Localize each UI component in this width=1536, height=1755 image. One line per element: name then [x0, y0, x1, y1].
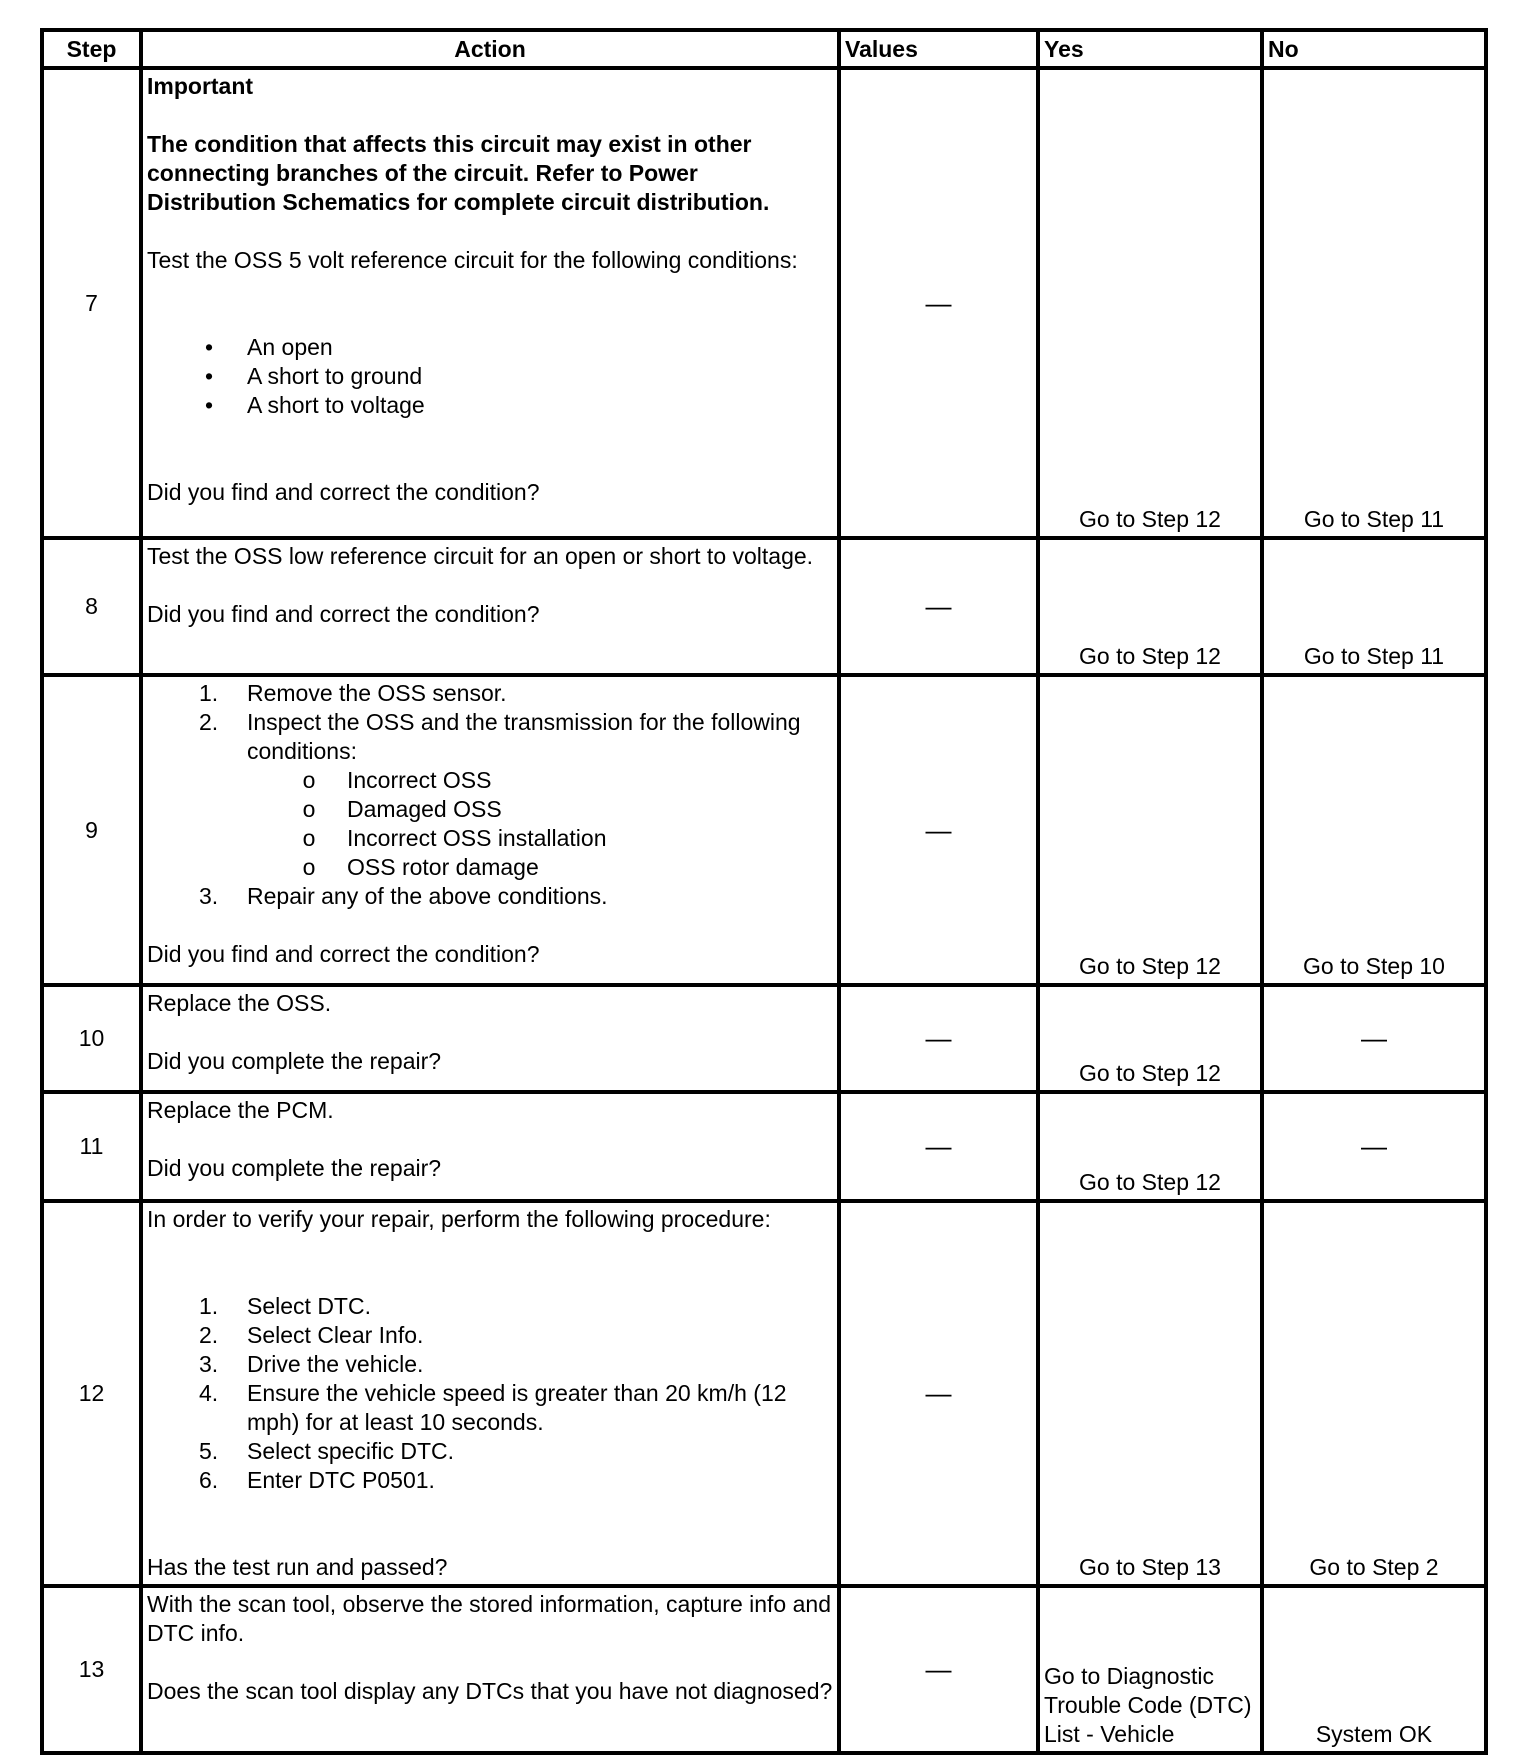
procedure-list	[147, 1292, 833, 1495]
yes-cell: Go to Diagnostic Trouble Code (DTC) List - Vehicle	[1038, 1586, 1262, 1753]
list-item: • A short to voltage	[147, 391, 833, 420]
no-cell: —	[1262, 1092, 1486, 1201]
action-intro: Replace the OSS.	[147, 990, 332, 1016]
bullet-icon: •	[204, 363, 214, 389]
no-cell: Go to Step 10	[1262, 675, 1486, 985]
values-cell: —	[839, 985, 1038, 1092]
action-question: Has the test run and passed?	[147, 1554, 448, 1580]
step-number: 11	[42, 1092, 141, 1201]
action-question: Did you find and correct the condition?	[147, 941, 540, 967]
yes-cell: Go to Step 12	[1038, 675, 1262, 985]
circle-bullet-icon: o	[302, 854, 316, 880]
list-item: 2. Select Clear Info.	[199, 1322, 424, 1348]
action-question: Did you find and correct the condition?	[147, 601, 540, 627]
important-note: The condition that affects this circuit may exist in other connecting branches of the circuit. Refer to Power Distribution Schematics for complete circuit distribution.	[147, 131, 770, 215]
bullet-icon: •	[204, 392, 214, 418]
circle-bullet-icon: o	[302, 767, 316, 793]
list-item: 1. Select DTC.	[199, 1293, 371, 1319]
list-item: 4. Ensure the vehicle speed is greater than 20 km/h (12 mph) for at least 10 seconds.	[199, 1380, 787, 1435]
step-number: 13	[42, 1586, 141, 1753]
action-question: Did you complete the repair?	[147, 1048, 442, 1074]
yes-cell: Go to Step 12	[1038, 1092, 1262, 1201]
no-cell: System OK	[1262, 1586, 1486, 1753]
action-intro: Replace the PCM.	[147, 1097, 334, 1123]
yes-cell: Go to Step 12	[1038, 538, 1262, 675]
table-row-step-12	[42, 1201, 1486, 1586]
no-cell: Go to Step 11	[1262, 538, 1486, 675]
values-cell: —	[839, 675, 1038, 985]
action-cell	[141, 985, 839, 1092]
list-item: o Incorrect OSS	[247, 766, 833, 795]
step-number: 12	[42, 1201, 141, 1586]
action-cell	[141, 1201, 839, 1586]
header-action: Action	[141, 30, 839, 68]
circle-bullet-icon: o	[302, 796, 316, 822]
list-item: o OSS rotor damage	[247, 853, 833, 882]
table-row-step-11	[42, 1092, 1486, 1201]
bullet-icon: •	[204, 334, 214, 360]
table-row-step-9	[42, 675, 1486, 985]
list-item: 3. Drive the vehicle.	[199, 1351, 424, 1377]
list-item: 6. Enter DTC P0501.	[199, 1467, 435, 1493]
action-question: Does the scan tool display any DTCs that you have not diagnosed?	[147, 1678, 833, 1704]
action-cell	[141, 68, 839, 538]
important-label: Important	[147, 73, 254, 99]
list-item: 5. Select specific DTC.	[199, 1438, 455, 1464]
table-row-step-7	[42, 68, 1486, 538]
action-question: Did you complete the repair?	[147, 1155, 442, 1181]
values-cell: —	[839, 1201, 1038, 1586]
values-cell: —	[839, 538, 1038, 675]
table-row-step-13	[42, 1586, 1486, 1753]
yes-cell: Go to Step 12	[1038, 68, 1262, 538]
action-cell	[141, 1092, 839, 1201]
condition-list	[147, 333, 833, 420]
values-cell: —	[839, 1586, 1038, 1753]
values-cell: —	[839, 1092, 1038, 1201]
action-cell	[141, 1586, 839, 1753]
circle-bullet-icon: o	[302, 825, 316, 851]
header-row	[42, 30, 1486, 68]
no-cell: Go to Step 11	[1262, 68, 1486, 538]
list-item: o Incorrect OSS installation	[247, 824, 833, 853]
list-item: • An open	[147, 333, 833, 362]
list-item: 1. Remove the OSS sensor.	[199, 680, 507, 706]
list-item: 3. Repair any of the above conditions.	[199, 883, 608, 909]
list-item: 2. Inspect the OSS and the transmission for the following conditions: o Incorrect OSS o Damaged OSS o Incorrect OSS installation o OSS rotor damage	[147, 708, 833, 882]
step-number: 10	[42, 985, 141, 1092]
header-yes: Yes	[1038, 30, 1262, 68]
table-row-step-10	[42, 985, 1486, 1092]
action-cell	[141, 538, 839, 675]
action-cell	[141, 675, 839, 985]
step-number: 9	[42, 675, 141, 985]
header-step: Step	[42, 30, 141, 68]
action-intro: Test the OSS 5 volt reference circuit for the following conditions:	[147, 247, 798, 273]
header-no: No	[1262, 30, 1486, 68]
step-number: 8	[42, 538, 141, 675]
action-intro: In order to verify your repair, perform the following procedure:	[147, 1206, 771, 1232]
action-intro: With the scan tool, observe the stored information, capture info and DTC info.	[147, 1591, 831, 1646]
step-number: 7	[42, 68, 141, 538]
values-cell: —	[839, 68, 1038, 538]
procedure-list	[147, 679, 833, 911]
table-row-step-8	[42, 538, 1486, 675]
yes-cell: Go to Step 13	[1038, 1201, 1262, 1586]
action-intro: Test the OSS low reference circuit for an open or short to voltage.	[147, 543, 814, 569]
diagnostic-table	[40, 28, 1488, 1755]
no-cell: —	[1262, 985, 1486, 1092]
list-item: o Damaged OSS	[247, 795, 833, 824]
yes-cell: Go to Step 12	[1038, 985, 1262, 1092]
header-values: Values	[839, 30, 1038, 68]
no-cell: Go to Step 2	[1262, 1201, 1486, 1586]
sub-condition-list	[247, 766, 833, 882]
list-item: • A short to ground	[147, 362, 833, 391]
action-question: Did you find and correct the condition?	[147, 479, 540, 505]
